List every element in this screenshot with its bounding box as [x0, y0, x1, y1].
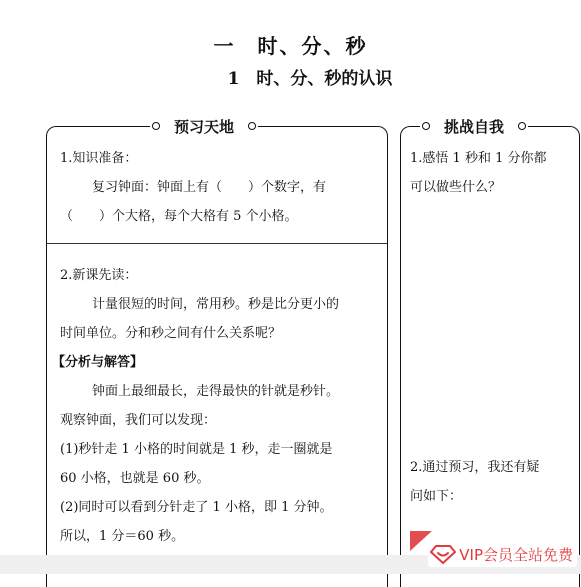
ring-icon [422, 122, 430, 130]
lesson-line-3: 钟面上最细最长，走得最快的针就是秒针。 [92, 384, 340, 399]
challenge-q2-line-2: 问如下： [410, 489, 463, 504]
ring-icon [152, 122, 160, 130]
ring-icon [518, 122, 526, 130]
vip-diamond-icon [430, 544, 456, 564]
challenge-q2-line-1: 2.通过预习，我还有疑 [410, 460, 540, 475]
section-title: 1 时、分、秒的认识 [227, 69, 393, 89]
lesson-line-4: 观察钟面，我们可以发现： [60, 413, 217, 428]
lesson-line-6: 60 小格，也就是 60 秒。 [60, 471, 210, 486]
new-lesson-heading: 2.新课先读： [60, 268, 138, 283]
preview-panel-header [150, 116, 258, 136]
knowledge-line-2: （ ）个大格，每个大格有 5 个小格。 [60, 209, 298, 224]
preview-panel-title: 预习天地 [174, 117, 235, 136]
analysis-heading: 【分析与解答】 [52, 355, 144, 370]
vip-promo-label: VIP会员全站免费 [459, 545, 573, 564]
section-divider [47, 243, 387, 244]
knowledge-heading: 1.知识准备： [60, 151, 138, 166]
knowledge-line-1: 复习钟面：钟面上有（ ）个数字，有 [92, 180, 327, 195]
lesson-line-2: 时间单位。分和秒之间有什么关系呢？ [60, 326, 282, 341]
lesson-line-7: (2)同时可以看到分针走了 1 小格，即 1 分钟。 [60, 500, 333, 515]
vip-promo-button[interactable] [428, 541, 577, 567]
lesson-line-8: 所以，1 分＝60 秒。 [60, 529, 185, 544]
ring-icon [248, 122, 256, 130]
lesson-line-1: 计量很短的时间，常用秒。秒是比分更小的 [92, 297, 340, 312]
challenge-q1-line-1: 1.感悟 1 秒和 1 分你都 [410, 151, 547, 166]
lesson-line-5: (1)秒针走 1 小格的时间就是 1 秒，走一圈就是 [60, 442, 333, 457]
challenge-q1-line-2: 可以做些什么？ [410, 180, 502, 195]
challenge-panel-header [420, 116, 528, 136]
chapter-title: 一 时、分、秒 [213, 34, 368, 58]
challenge-panel-title: 挑战自我 [444, 117, 505, 136]
